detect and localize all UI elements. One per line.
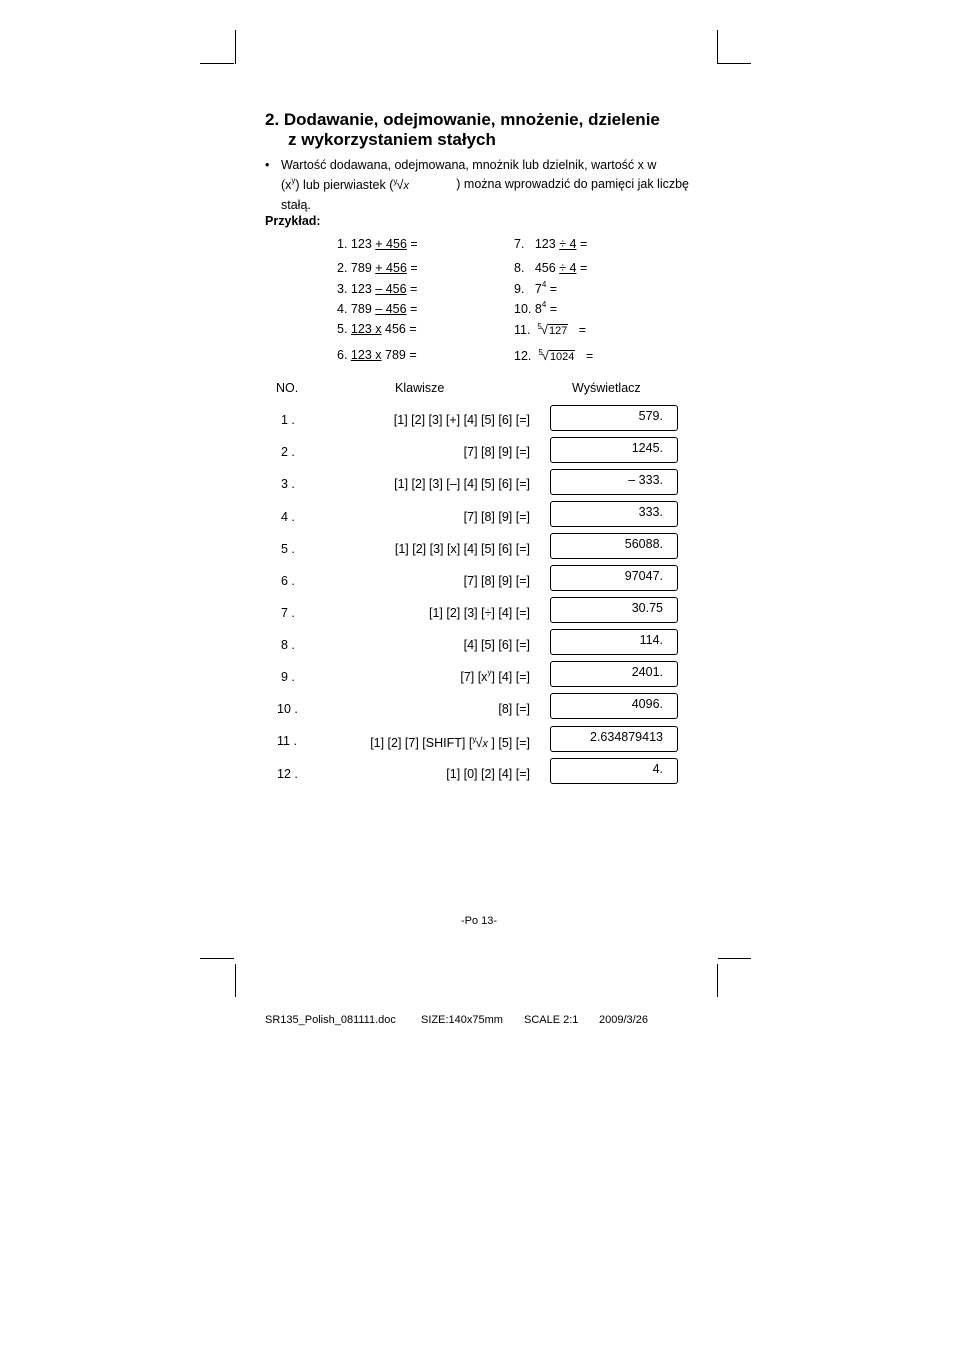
row-keys: [8] [=] [498,702,530,716]
footer-size: SIZE:140x75mm [421,1014,503,1026]
display-box: 2.634879413 [550,726,678,752]
display-box: 579. [550,405,678,431]
example-item: 1. 123 + 456 = [337,237,418,251]
crop-mark-top-right-h [718,63,751,64]
example-label: Przykład: [265,214,321,228]
display-box: 56088. [550,533,678,559]
root-symbol: $^5$√127 [537,322,568,337]
example-item: 5. 123 x 456 = [337,322,417,336]
row-number: 1 . [281,413,295,427]
row-keys: [7] [8] [9] [=] [463,445,530,459]
example-item: 9. $7^4$ = [514,280,558,296]
row-keys: [7] $[x^y]$ [4] [=] [460,668,530,684]
example-item: 2. 789 + 456 = [337,261,418,275]
section-title-line1: 2. Dodawanie, odejmowanie, mnożenie, dzielenie [265,110,660,129]
row-keys: [1] [2] [3] [–] [4] [5] [6] [=] [394,477,530,491]
example-item: 7. 123 ÷ 4 = [514,237,588,251]
row-keys: [1] [2] [3] [+] [4] [5] [6] [=] [393,413,530,427]
row-number: 12 . [277,767,298,781]
row-keys: [7] [8] [9] [=] [463,510,530,524]
example-item: 11. $^5$√127 = [514,322,587,337]
root-symbol: $^y$√x [393,177,410,192]
row-number: 10 . [277,702,298,716]
row-keys: [1] [2] [7] [SHIFT] [$^y$√x ] [5] [=] [370,735,530,750]
display-box: 2401. [550,661,678,687]
crop-mark-top-right-v [717,30,718,64]
row-number: 9 . [281,670,295,684]
bullet-paragraph [265,156,689,215]
header-no: NO. [276,381,299,395]
display-box: 4096. [550,693,678,719]
example-item: 4. 789 – 456 = [337,302,418,316]
section-title [265,110,725,150]
display-box: 4. [550,758,678,784]
row-keys: [7] [8] [9] [=] [463,574,530,588]
bullet-line1: Wartość dodawana, odejmowana, mnożnik lub dzielnik, wartość x w [281,158,657,172]
footer-scale: SCALE 2:1 [524,1014,579,1026]
row-keys: [4] [5] [6] [=] [463,638,530,652]
footer-file: SR135_Polish_081111.doc [265,1014,396,1026]
header-keys: Klawisze [395,381,445,395]
section-title-line2: z wykorzystaniem stałych [288,130,496,149]
example-item: 6. 123 x 789 = [337,348,417,362]
row-number: 3 . [281,477,295,491]
display-box: 97047. [550,565,678,591]
display-box: 30.75 [550,597,678,623]
crop-mark-bottom-right-h [718,958,751,959]
footer-date: 2009/3/26 [599,1014,648,1026]
display-box: 114. [550,629,678,655]
bullet-line3: stałą. [281,198,311,212]
crop-mark-bottom-left-v [235,964,236,997]
crop-mark-bottom-right-v [717,964,718,997]
row-keys: [1] [2] [3] [x] [4] [5] [6] [=] [394,542,530,556]
header-display: Wyświetlacz [572,381,641,395]
crop-mark-top-left-h [200,63,234,64]
row-number: 8 . [281,638,295,652]
display-box: – 333. [550,469,678,495]
example-item: 8. 456 ÷ 4 = [514,261,588,275]
root-symbol: $^y$√x [472,735,488,750]
example-item: 3. 123 – 456 = [337,282,418,296]
row-number: 4 . [281,510,295,524]
bullet-line2: $(x^y)$ lub pierwiastek ($^y$√x ) można wprowadzić do pamięci jak liczbę [281,175,689,196]
row-number: 5 . [281,542,295,556]
row-keys: [1] [2] [3] [÷] [4] [=] [428,606,530,620]
display-box: 333. [550,501,678,527]
crop-mark-top-left-v [235,30,236,64]
row-number: 2 . [281,445,295,459]
example-item: 12. $^5$√1024 = [514,348,594,363]
crop-mark-bottom-left-h [200,958,234,959]
bullet-dot: • [265,158,270,172]
row-number: 11 . [277,734,297,748]
row-number: 7 . [281,606,295,620]
row-number: 6 . [281,574,295,588]
root-symbol: $^5$√1024 [538,348,575,363]
page-number: -Po 13- [461,915,498,927]
display-box: 1245. [550,437,678,463]
example-item: 10. $8^4$ = [514,300,558,316]
row-keys: [1] [0] [2] [4] [=] [446,767,530,781]
